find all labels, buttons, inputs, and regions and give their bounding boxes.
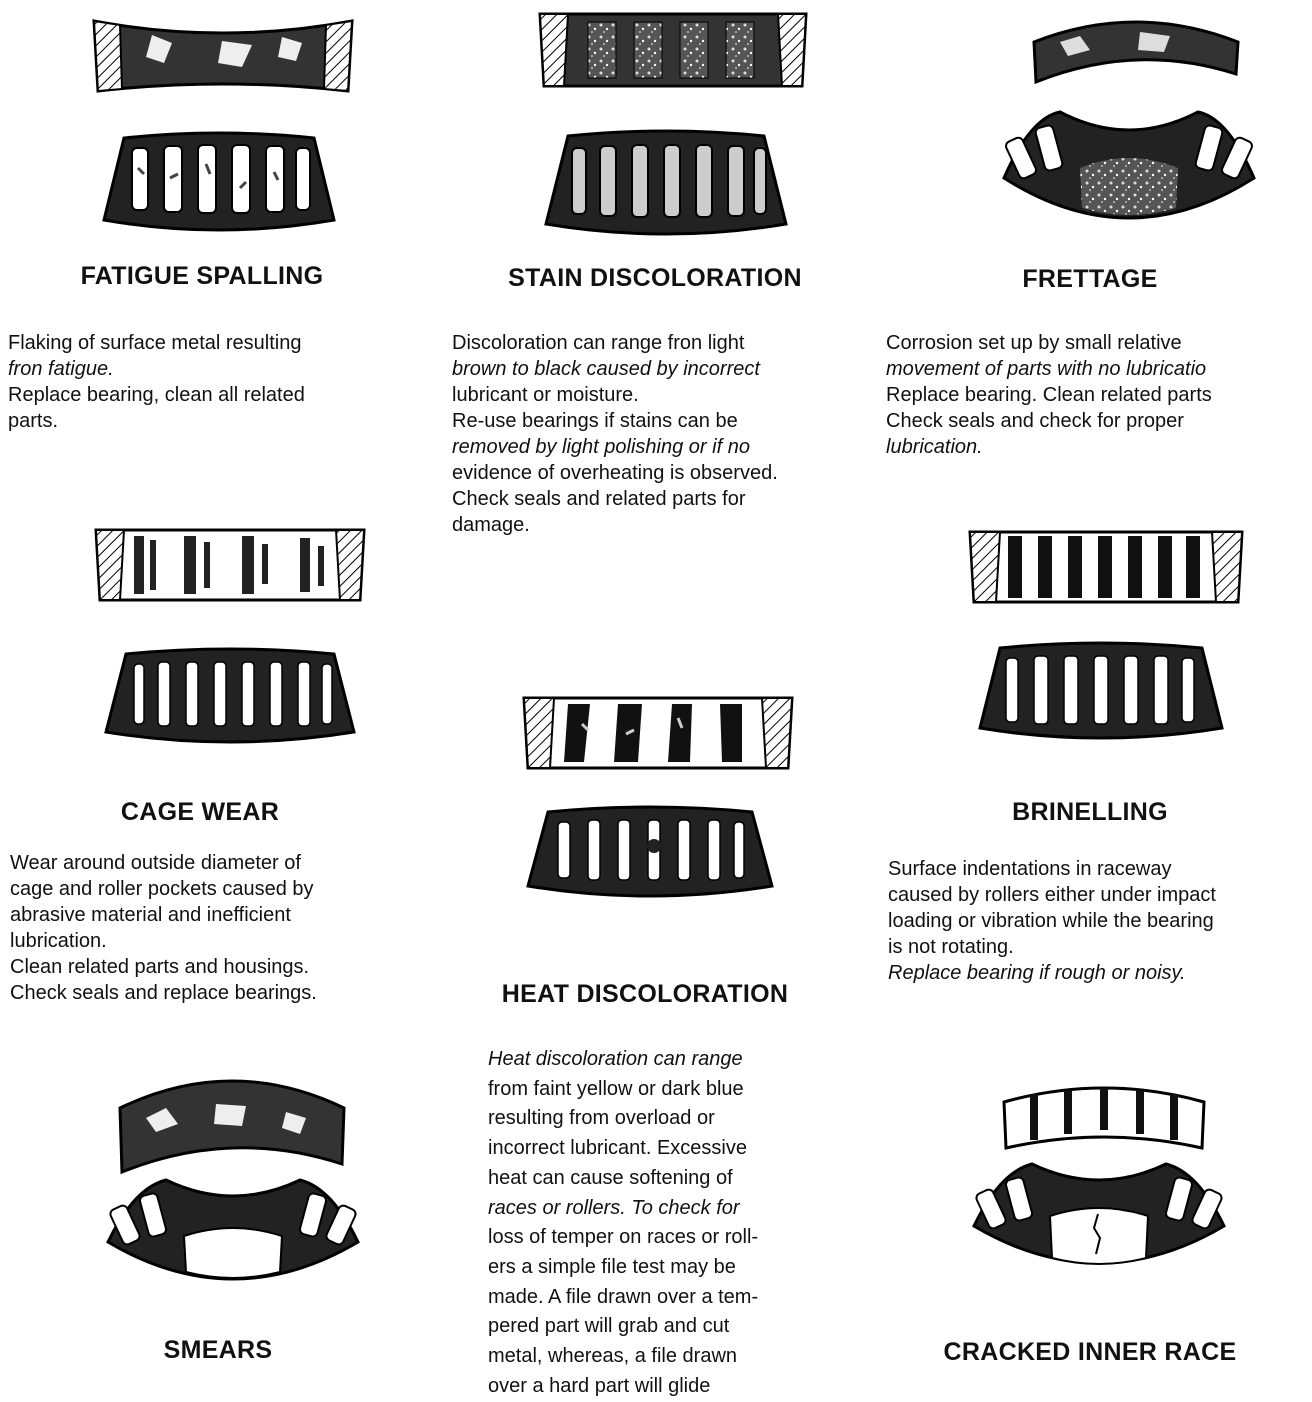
section-description: Surface indentations in raceway caused by rollers either under impact loading or vibration while the bearing is not rotating. Replace bearing if rough or noisy. [888,858,1216,984]
section-title: FATIGUE SPALLING [80,262,324,290]
cup-race-illustration [968,528,1244,606]
cone-roller-illustration [542,128,790,244]
cup-race-arc-illustration [1000,1082,1208,1152]
cup-race-illustration [538,10,808,90]
cone-roller-arc-illustration [104,1176,362,1300]
cup-race-illustration [94,526,366,604]
cup-race-illustration [522,694,794,772]
section-title: CRACKED INNER RACE [943,1338,1237,1366]
cone-roller-illustration [524,806,776,902]
section-title: SMEARS [163,1336,273,1364]
cone-roller-illustration [976,642,1226,746]
cone-roller-illustration [98,128,340,240]
cup-race-arc-illustration [1030,12,1242,92]
section-description: Corrosion set up by small relative movement of parts with no lubricatio Replace bearing. Clean related parts Check seals and check for proper lubrication. [886,332,1212,458]
section-description: Discoloration can range fron light brown to black caused by incorrect lubricant or moisture. Re-use bearings if stains can be removed by light polishing or if no evidence of overheating is observed. Check seals and related parts for damage. [452,332,778,536]
section-title: FRETTAGE [1022,265,1158,293]
section-description: Flaking of surface metal resulting fron fatigue. Replace bearing, clean all related parts. [8,332,305,432]
cup-race-arc-illustration [116,1068,348,1178]
cone-roller-illustration [102,648,358,748]
section-description: Heat discoloration can range from faint yellow or dark blue resulting from overload or incorrect lubricant. Excessive heat can cause softening of races or rollers. To check for loss of temper on races or roll- ers a simple file test may be made. A file drawn over a tem- pered part will grab and cut metal, whereas, a file drawn over a hard part will glide [488,1048,759,1397]
section-title: CAGE WEAR [120,798,280,826]
section-description: Wear around outside diameter of cage and roller pockets caused by abrasive material and inefficient lubrication. Clean related parts and housings. Check seals and replace bearings. [10,852,317,1004]
section-title: BRINELLING [1012,798,1168,826]
section-title: STAIN DISCOLORATION [508,264,802,292]
cup-race-illustration [92,15,354,95]
section-title: HEAT DISCOLORATION [501,980,789,1008]
cone-roller-arc-illustration [970,1160,1228,1284]
cone-roller-arc-illustration [1000,108,1258,240]
